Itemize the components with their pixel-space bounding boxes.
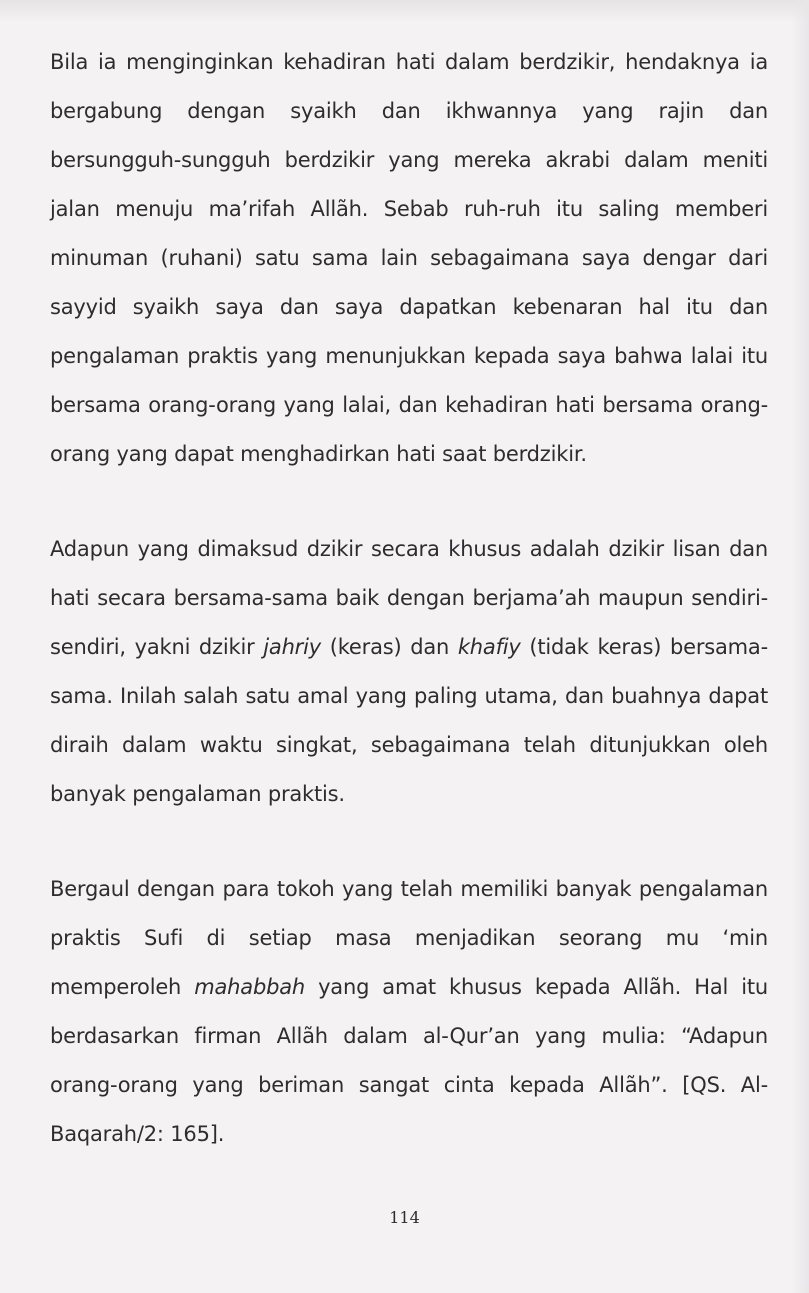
paragraph-2-text-b: (keras) dan (320, 635, 458, 659)
paragraph-2-text-a: Adapun yang dimaksud dzikir secara khusus adalah dzikir lisan dan hati secara bersama-sama baik dengan berjama’ah maupun sendiri-sendiri, yakni dzikir (50, 537, 768, 659)
paragraph-3-text-a: Bergaul dengan para tokoh yang telah memiliki banyak pengalaman praktis Sufi di setiap masa menjadikan seorang mu ‘min memperoleh (50, 877, 768, 999)
paragraph-2 (50, 525, 768, 819)
paragraph-1-text: Bila ia menginginkan kehadiran hati dalam berdzikir, hendaknya ia bergabung dengan syaikh dan ikhwannya yang rajin dan bersungguh-sungguh berdzikir yang mereka akrabi dalam meniti jalan menuju ma’rifah Allãh. Sebab ruh-ruh itu saling memberi minuman (ruhani) satu sama lain sebagaimana saya dengar dari sayyid syaikh saya dan saya dapatkan kebenaran hal itu dan pengalaman praktis yang menunjukkan kepada saya bahwa lalai itu bersama orang-orang yang lalai, dan kehadiran hati bersama orang-orang yang dapat menghadirkan hati saat berdzikir. (50, 50, 768, 466)
page-number: 114 (389, 1208, 420, 1227)
paragraph-1 (50, 38, 768, 479)
paragraph-3 (50, 865, 768, 1159)
term-jahriy: jahriy (263, 635, 321, 659)
page-edge-shadow (791, 0, 809, 1293)
paragraph-3-text-b: yang amat khusus kepada Allãh. Hal itu berdasarkan firman Allãh dalam al-Qur’an yang mulia: “Adapun orang-orang yang beriman sangat cinta kepada Allãh”. [QS. Al-Baqarah/2: 165]. (50, 975, 768, 1146)
page-top-shadow (0, 0, 809, 22)
term-khafiy: khafiy (457, 635, 521, 659)
paragraph-2-text-c: (tidak keras) bersama-sama. Inilah salah satu amal yang paling utama, dan buahnya dapat diraih dalam waktu singkat, sebagaimana telah ditunjukkan oleh banyak pengalaman praktis. (50, 635, 768, 806)
page-body (50, 38, 768, 1159)
term-mahabbah: mahabbah (194, 975, 305, 999)
